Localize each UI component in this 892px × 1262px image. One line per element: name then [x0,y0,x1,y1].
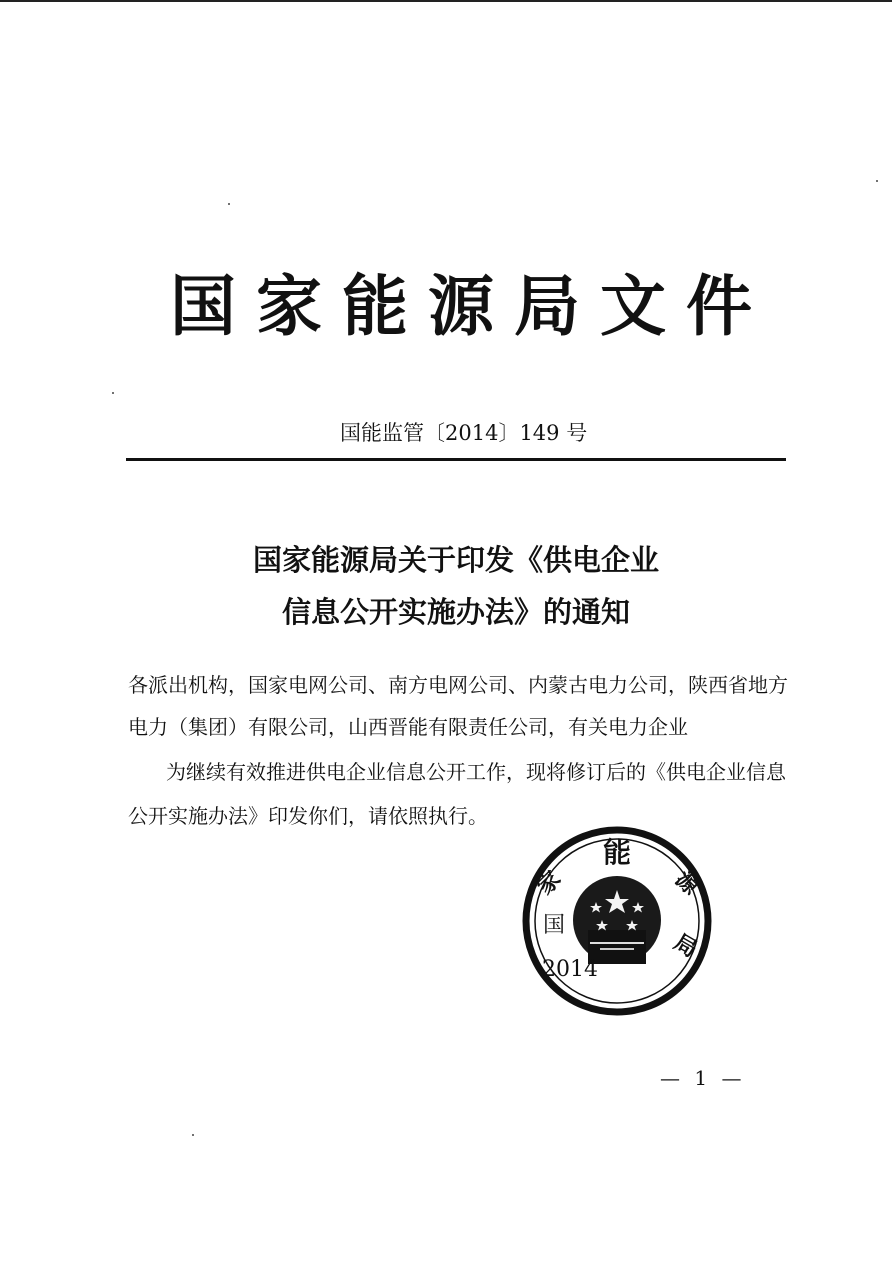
scan-speck [228,203,230,205]
official-seal-stamp [520,824,714,1018]
national-emblem-icon [573,876,661,964]
header-divider [126,458,786,461]
scan-speck [192,1134,194,1136]
document-number: 国能监管〔2014〕149 号 [340,421,588,445]
seal-char-right: 局 [669,929,702,963]
scan-speck [876,180,878,182]
seal-date-year: 2014 [542,957,598,982]
document-masthead: 国家能源局文件 [170,267,772,345]
seal-char-upper-left: 家 [532,866,567,901]
seal-char-top: 能 [602,836,632,869]
page-number: — 1 — [660,1066,746,1090]
top-border-line [0,0,892,2]
seal-char-left: 国 [542,913,566,938]
addressee-paragraph: 各派出机构，国家电网公司、南方电网公司、内蒙古电力公司，陕西省地方电力（集团）有限公司，山西晋能有限责任公司，有关电力企业 [128,673,788,739]
title-line-1: 国家能源局关于印发《供电企业 [252,543,659,577]
seal-char-upper-right: 源 [669,866,704,901]
title-line-2: 信息公开实施办法》的通知 [281,595,630,629]
body-paragraph: 为继续有效推进供电企业信息公开工作，现将修订后的《供电企业信息公开实施办法》印发你们，请依照执行。 [128,760,786,828]
scan-speck [112,392,114,394]
document-title [170,534,742,638]
